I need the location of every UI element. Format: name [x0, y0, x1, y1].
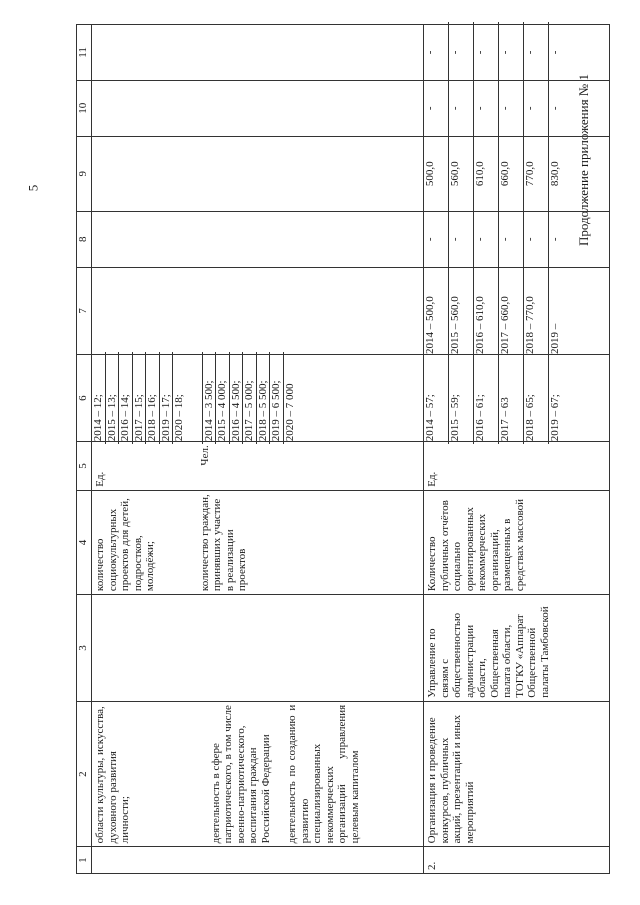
list-item: 2018 – 5 500; [256, 352, 270, 444]
cell-values-years [424, 354, 610, 441]
table-row-continued [92, 25, 424, 874]
list-item: 2016 – 610,0 [473, 265, 498, 357]
list-item: 2017 – 5 000; [242, 352, 256, 444]
cell-empty-11 [92, 25, 424, 81]
list-item: - [424, 237, 436, 242]
list-item: 2019 – 67; [548, 352, 563, 444]
list-item: - [473, 78, 498, 139]
list-item: - [548, 78, 563, 139]
col-header-11: 11 [77, 25, 92, 81]
list-item: 2018 – 65; [523, 352, 548, 444]
list-item: 830,0 [548, 134, 563, 214]
cell-empty-8 [92, 211, 424, 267]
cell-number: 2. [424, 847, 610, 874]
list-item: 2017 – 660,0 [498, 265, 523, 357]
list-item: - [523, 78, 548, 139]
list-item: 2019 – [548, 265, 563, 357]
list-item: - [424, 106, 436, 111]
list-item: - [448, 78, 473, 139]
col-header-2: 2 [77, 701, 92, 847]
list-item: 2019 – 17; [159, 352, 173, 444]
list-item: 560,0 [448, 134, 473, 214]
list-item: 770,0 [523, 134, 548, 214]
col-header-1: 1 [77, 847, 92, 874]
col-header-7: 7 [77, 267, 92, 354]
table-row-2 [424, 25, 610, 874]
list-item: 660,0 [498, 134, 523, 214]
cell-executor [92, 595, 424, 702]
list-item: 2015 – 4 000; [215, 352, 229, 444]
cell-executor: Управление по связям с общественностью администрации области, Общественная палата области, ТОГКУ «Аппарат Общественной палаты Тамбовской [424, 595, 610, 702]
list-item: 2020 – 7 000 [283, 352, 297, 444]
cell-empty-9 [92, 136, 424, 211]
cell-empty-7 [92, 267, 424, 354]
list-item: 2014 – 3 500; [202, 352, 216, 444]
list-item: 2018 – 16; [145, 352, 159, 444]
cell-activity: Организация и проведение конкурсов, публичных акций, презентаций и иных мероприятий [424, 701, 610, 847]
rotated-table-wrapper [76, 24, 610, 874]
list-item: 2014 – 12; [92, 394, 104, 442]
cell-funding-local [424, 80, 610, 136]
list-item: 2015 – 59; [448, 352, 473, 444]
list-item: 2016 – 61; [473, 352, 498, 444]
list-item: 2014 – 57; [424, 394, 436, 442]
list-item: - [473, 22, 498, 83]
col-header-9: 9 [77, 136, 92, 211]
list-item: 2017 – 63 [498, 352, 523, 444]
cell-number [92, 847, 424, 874]
activity-text-1: области культуры, искусства, духовного развития личности; [94, 706, 131, 844]
cell-activity [92, 701, 424, 847]
list-item: 2015 – 13; [105, 352, 119, 444]
cell-unit [92, 442, 424, 491]
list-item: 2015 – 560,0 [448, 265, 473, 357]
cell-funding-other [424, 25, 610, 81]
list-item: - [498, 209, 523, 270]
header-row [77, 25, 92, 874]
indicator-text-2: количество граждан, принявших участие в реализации проектов [198, 494, 248, 592]
col-header-6: 6 [77, 354, 92, 441]
list-item: - [448, 22, 473, 83]
list-item: - [448, 209, 473, 270]
list-item: 2017 – 15; [132, 352, 146, 444]
cell-funding-federal [424, 211, 610, 267]
list-item: - [473, 209, 498, 270]
list-item: 610,0 [473, 134, 498, 214]
indicator-text-1: количество социокультурных проектов для детей, подростков, молодёжи; [94, 498, 156, 592]
list-item: - [548, 22, 563, 83]
col-header-10: 10 [77, 80, 92, 136]
unit-2: Чел. [198, 445, 211, 466]
col-header-5: 5 [77, 442, 92, 491]
col-header-4: 4 [77, 490, 92, 594]
col-header-3: 3 [77, 595, 92, 702]
list-item: - [523, 209, 548, 270]
cell-funding-regional [424, 136, 610, 211]
list-item: 2014 – 500,0 [424, 296, 436, 354]
cell-indicator [92, 490, 424, 594]
cell-funding-total [424, 267, 610, 354]
activity-text-2: деятельность в сфере патриотического, в том числе военно-патриотического, воспитания граждан Российской Федерации [209, 705, 272, 844]
col-header-8: 8 [77, 211, 92, 267]
list-item: - [498, 78, 523, 139]
continuation-label: Продолжение приложения № 1 [576, 74, 591, 246]
activity-text-3: деятельность по созданию и развитию специализированных некоммерческих организаций управления целевым капиталом [286, 704, 361, 844]
list-item: 2019 – 6 500; [269, 352, 283, 444]
list-item: 2020 – 18; [172, 352, 186, 444]
list-item: - [523, 22, 548, 83]
page-number: 5 [25, 184, 41, 192]
cell-unit: Ед. [424, 442, 610, 491]
list-item: 2016 – 14; [118, 352, 132, 444]
cell-indicator: Количество публичных отчётов социально ориентированных некоммерческих организаций, размещенных в средствах массовой [424, 490, 610, 594]
appendix-table [76, 24, 610, 874]
list-item: - [548, 209, 563, 270]
list-item: - [424, 50, 436, 55]
list-item: 500,0 [424, 161, 436, 187]
cell-empty-10 [92, 80, 424, 136]
unit-1: Ед. [94, 471, 106, 487]
cell-values-years [92, 354, 424, 441]
list-item: - [498, 22, 523, 83]
list-item: 2016 – 4 500; [229, 352, 243, 444]
list-item: 2018 – 770,0 [523, 265, 548, 357]
